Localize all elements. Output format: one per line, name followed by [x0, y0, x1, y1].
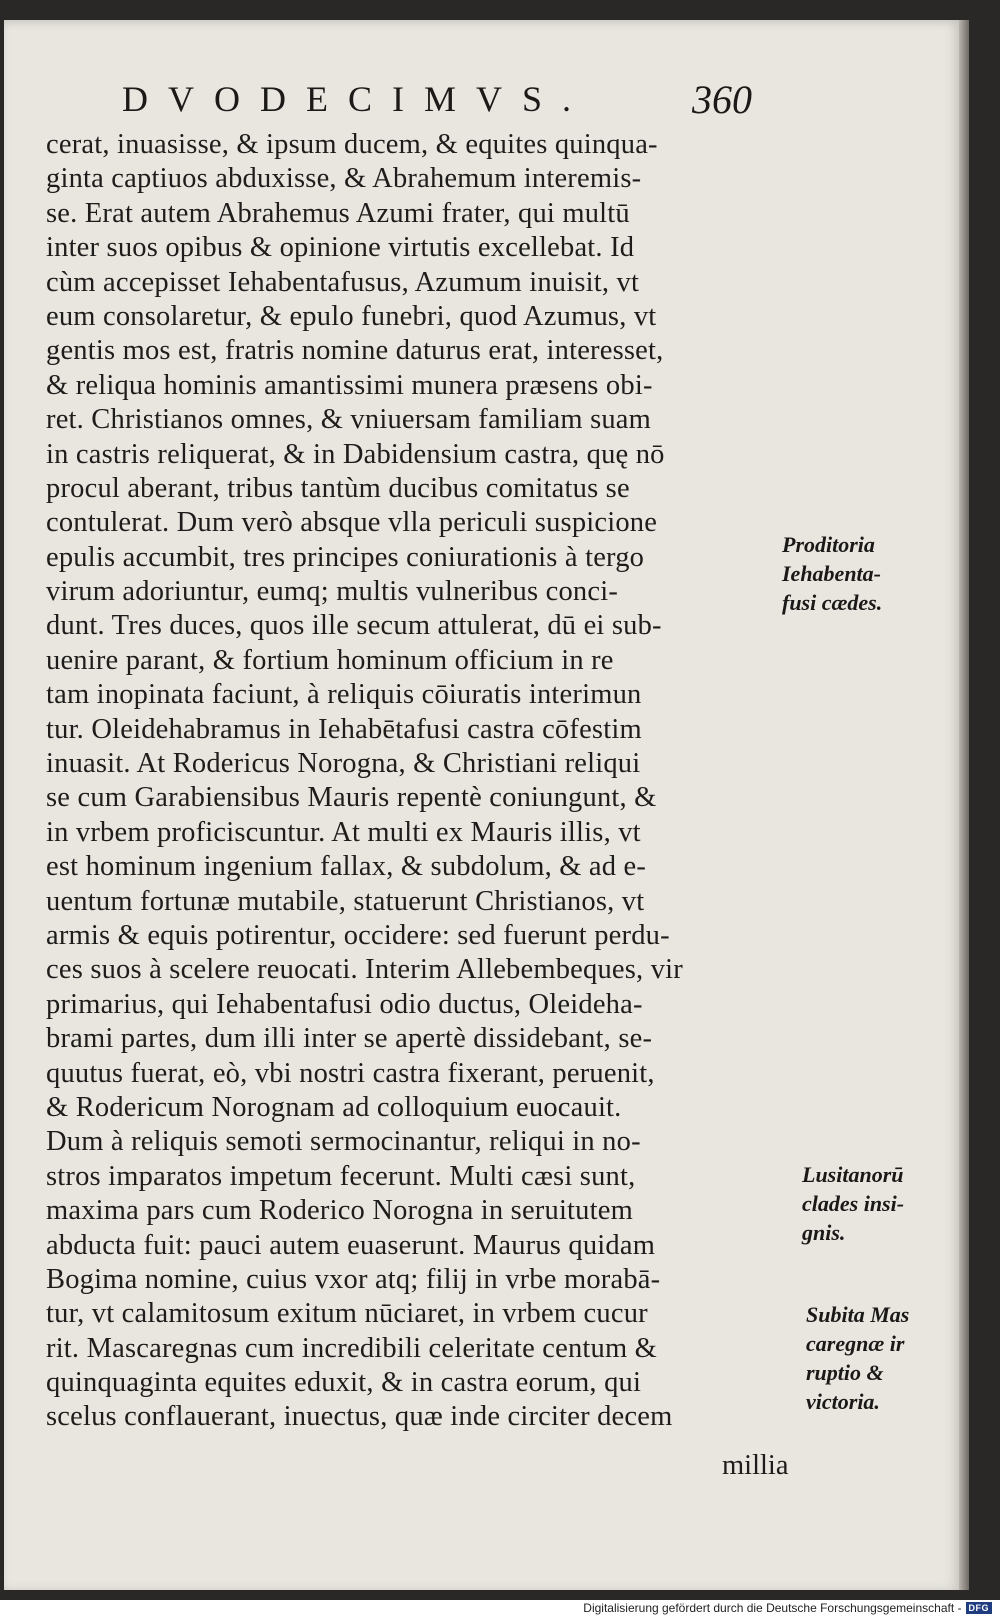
page-number: 360	[692, 77, 752, 122]
marginal-note-proditoria	[782, 530, 882, 617]
text-line: ginta captiuos abduxisse, & Abrahemum interemis-	[46, 163, 642, 195]
text-line: se cum Garabiensibus Mauris repentè coniungunt, &	[46, 782, 657, 814]
text-line: epulis accumbit, tres principes coniurationis à tergo	[46, 541, 645, 573]
text-line: scelus conflauerant, inuectus, quæ inde circiter decem	[46, 1401, 673, 1433]
marginal-note-line: Subita Mas	[806, 1302, 910, 1327]
marginal-note-lusitanorum	[802, 1160, 904, 1247]
text-line: quinquaginta equites eduxit, & in castra eorum, qui	[46, 1367, 642, 1399]
page-edge	[959, 20, 969, 1590]
running-head: DVODECIMVS.	[122, 79, 592, 119]
text-line: brami partes, dum illi inter se apertè dissidebant, se-	[46, 1023, 653, 1055]
text-line: contulerat. Dum verò absque vlla periculi suspicione	[46, 507, 658, 539]
marginal-note-subita	[806, 1300, 909, 1416]
text-line: in vrbem proficiscuntur. At multi ex Mauris illis, vt	[46, 816, 641, 848]
marginal-note-line: clades insi-	[802, 1191, 905, 1216]
digitization-credit	[583, 1601, 992, 1615]
marginal-note-line: gnis.	[802, 1220, 846, 1245]
text-line: abducta fuit: pauci autem euaserunt. Maurus quidam	[46, 1229, 656, 1261]
text-line: cerat, inuasisse, & ipsum ducem, & equites quinqua-	[46, 129, 658, 160]
text-line: Dum à reliquis semoti sermocinantur, reliqui in no-	[46, 1126, 641, 1158]
credit-text: Digitalisierung gefördert durch die Deutsche Forschungsgemeinschaft -	[583, 1601, 962, 1615]
text-line: Bogima nomine, cuius vxor atq; filij in vrbe morabā-	[46, 1263, 661, 1295]
text-line: rit. Mascaregnas cum incredibili celeritate centum &	[46, 1332, 658, 1364]
marginal-note-line: Iehabenta-	[782, 561, 881, 586]
text-line: quutus fuerat, eò, vbi nostri castra fixerant, peruenit,	[46, 1057, 655, 1089]
text-line: procul aberant, tribus tantùm ducibus comitatus se	[46, 472, 630, 504]
text-line: armis & equis potirentur, occidere: sed fuerunt perdu-	[46, 919, 670, 951]
text-line: uentum fortunæ mutabile, statuerunt Christianos, vt	[46, 885, 645, 917]
dfg-logo: DFG	[966, 1602, 993, 1614]
text-line: primarius, qui Iehabentafusi odio ductus, Oleideha-	[46, 988, 643, 1020]
marginal-note-line: victoria.	[806, 1389, 880, 1414]
text-line: ret. Christianos omnes, & vniuersam familiam suam	[46, 404, 652, 436]
marginal-note-line: fusi cædes.	[782, 590, 883, 615]
text-line: & Rodericum Norognam ad colloquium euocauit.	[46, 1091, 622, 1123]
marginal-note-line: ruptio &	[806, 1360, 884, 1385]
marginal-note-line: caregnæ ir	[806, 1331, 905, 1356]
text-line: tur, vt calamitosum exitum nūciaret, in vrbem cucur	[46, 1298, 648, 1330]
text-line: tur. Oleidehabramus in Iehabētafusi castra cōfestim	[46, 713, 642, 745]
text-line: tam inopinata faciunt, à reliquis cōiuratis interimun	[46, 679, 642, 711]
text-line: maxima pars cum Roderico Norogna in seruitutem	[46, 1195, 633, 1227]
text-line: est hominum ingenium fallax, & subdolum, & ad e-	[46, 851, 647, 883]
main-text-block	[46, 128, 786, 1435]
text-line: uenire parant, & fortium hominum officium in re	[46, 644, 614, 676]
catchword: millia	[722, 1450, 789, 1481]
text-line: virum adoriuntur, eumq; multis vulneribus conci-	[46, 576, 619, 608]
text-line: gentis mos est, fratris nomine daturus erat, interesset,	[46, 335, 664, 367]
text-line: inuasit. At Rodericus Norogna, & Christiani reliqui	[46, 748, 641, 780]
text-line: dunt. Tres duces, quos ille secum attulerat, dū ei sub-	[46, 610, 662, 642]
text-line: stros imparatos impetum fecerunt. Multi cæsi sunt,	[46, 1160, 636, 1192]
marginal-note-line: Lusitanorū	[802, 1162, 904, 1187]
text-line: cùm accepisset Iehabentafusus, Azumum inuisit, vt	[46, 266, 640, 298]
text-line: se. Erat autem Abrahemus Azumi frater, qui multū	[46, 197, 630, 229]
text-line: ces suos à scelere reuocati. Interim Allebembeques, vir	[46, 954, 683, 986]
text-line: inter suos opibus & opinione virtutis excellebat. Id	[46, 232, 635, 264]
text-line: in castris reliquerat, & in Dabidensium castra, quę nō	[46, 438, 665, 470]
marginal-note-line: Proditoria	[782, 532, 875, 557]
text-line: eum consolaretur, & epulo funebri, quod Azumus, vt	[46, 300, 657, 332]
text-line: & reliqua hominis amantissimi munera præsens obi-	[46, 369, 653, 401]
